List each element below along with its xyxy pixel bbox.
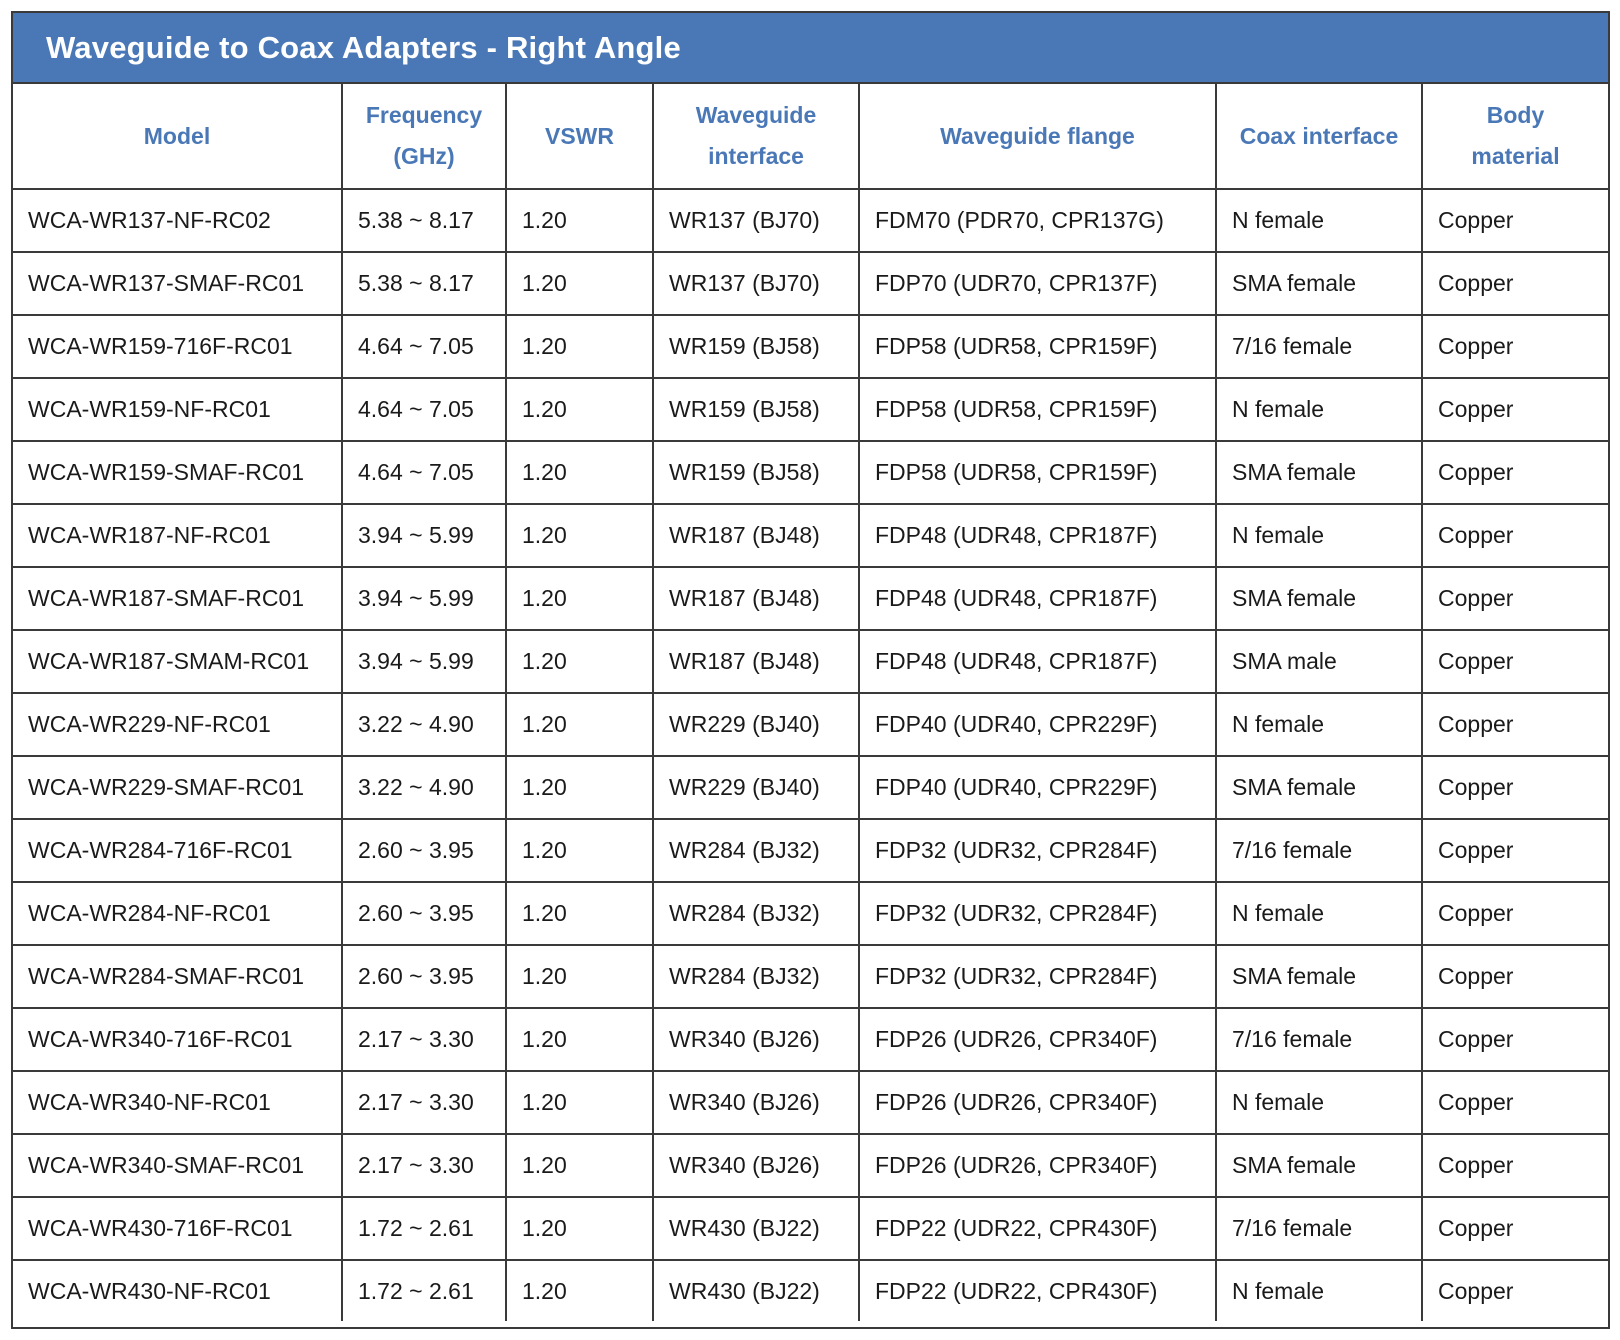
cell-frequency: 2.60 ~ 3.95	[342, 819, 506, 882]
cell-frequency: 2.17 ~ 3.30	[342, 1134, 506, 1197]
cell-waveguide-interface: WR430 (BJ22)	[653, 1260, 859, 1321]
cell-vswr: 1.20	[506, 315, 653, 378]
cell-waveguide-interface: WR187 (BJ48)	[653, 504, 859, 567]
column-header-frequency	[342, 84, 506, 189]
cell-waveguide-flange: FDP40 (UDR40, CPR229F)	[859, 693, 1216, 756]
cell-body-material: Copper	[1422, 504, 1608, 567]
table-row	[13, 1134, 1608, 1197]
cell-coax-interface: SMA female	[1216, 1134, 1422, 1197]
cell-frequency: 2.60 ~ 3.95	[342, 945, 506, 1008]
table-row	[13, 252, 1608, 315]
cell-vswr: 1.20	[506, 1197, 653, 1260]
cell-waveguide-flange: FDP58 (UDR58, CPR159F)	[859, 315, 1216, 378]
cell-frequency: 2.17 ~ 3.30	[342, 1008, 506, 1071]
cell-waveguide-flange: FDP32 (UDR32, CPR284F)	[859, 882, 1216, 945]
cell-coax-interface: SMA female	[1216, 441, 1422, 504]
cell-body-material: Copper	[1422, 945, 1608, 1008]
cell-vswr: 1.20	[506, 945, 653, 1008]
cell-model: WCA-WR137-NF-RC02	[13, 189, 342, 252]
cell-body-material: Copper	[1422, 378, 1608, 441]
cell-waveguide-interface: WR284 (BJ32)	[653, 882, 859, 945]
spec-table	[13, 84, 1608, 1321]
cell-waveguide-flange: FDP70 (UDR70, CPR137F)	[859, 252, 1216, 315]
table-row	[13, 441, 1608, 504]
cell-waveguide-interface: WR159 (BJ58)	[653, 315, 859, 378]
cell-waveguide-interface: WR137 (BJ70)	[653, 252, 859, 315]
column-header-coax-interface	[1216, 84, 1422, 189]
cell-waveguide-flange: FDP26 (UDR26, CPR340F)	[859, 1008, 1216, 1071]
cell-coax-interface: 7/16 female	[1216, 315, 1422, 378]
table-row	[13, 693, 1608, 756]
column-header-line: Body	[1486, 102, 1545, 128]
cell-vswr: 1.20	[506, 567, 653, 630]
cell-vswr: 1.20	[506, 756, 653, 819]
cell-waveguide-flange: FDP48 (UDR48, CPR187F)	[859, 567, 1216, 630]
table-row	[13, 819, 1608, 882]
column-header-waveguide-interface	[653, 84, 859, 189]
cell-vswr: 1.20	[506, 441, 653, 504]
cell-waveguide-interface: WR159 (BJ58)	[653, 441, 859, 504]
cell-model: WCA-WR284-NF-RC01	[13, 882, 342, 945]
cell-body-material: Copper	[1422, 189, 1608, 252]
cell-waveguide-interface: WR229 (BJ40)	[653, 756, 859, 819]
cell-vswr: 1.20	[506, 1071, 653, 1134]
cell-waveguide-interface: WR137 (BJ70)	[653, 189, 859, 252]
cell-coax-interface: 7/16 female	[1216, 1008, 1422, 1071]
cell-body-material: Copper	[1422, 1197, 1608, 1260]
cell-body-material: Copper	[1422, 819, 1608, 882]
spec-table-frame	[11, 11, 1610, 1329]
cell-vswr: 1.20	[506, 1008, 653, 1071]
table-row	[13, 315, 1608, 378]
cell-vswr: 1.20	[506, 504, 653, 567]
table-title: Waveguide to Coax Adapters - Right Angle	[46, 29, 681, 65]
cell-model: WCA-WR430-716F-RC01	[13, 1197, 342, 1260]
cell-waveguide-flange: FDP26 (UDR26, CPR340F)	[859, 1134, 1216, 1197]
cell-frequency: 3.22 ~ 4.90	[342, 693, 506, 756]
cell-coax-interface: N female	[1216, 882, 1422, 945]
cell-frequency: 4.64 ~ 7.05	[342, 315, 506, 378]
column-header-line: interface	[708, 143, 804, 169]
table-title-bar	[13, 13, 1608, 84]
cell-coax-interface: SMA female	[1216, 567, 1422, 630]
cell-coax-interface: 7/16 female	[1216, 819, 1422, 882]
cell-coax-interface: SMA male	[1216, 630, 1422, 693]
cell-waveguide-flange: FDP22 (UDR22, CPR430F)	[859, 1197, 1216, 1260]
cell-body-material: Copper	[1422, 1071, 1608, 1134]
cell-body-material: Copper	[1422, 693, 1608, 756]
column-header-line: material	[1471, 143, 1560, 169]
cell-body-material: Copper	[1422, 315, 1608, 378]
cell-waveguide-interface: WR187 (BJ48)	[653, 630, 859, 693]
cell-coax-interface: SMA female	[1216, 945, 1422, 1008]
cell-model: WCA-WR340-716F-RC01	[13, 1008, 342, 1071]
cell-waveguide-flange: FDM70 (PDR70, CPR137G)	[859, 189, 1216, 252]
cell-body-material: Copper	[1422, 567, 1608, 630]
cell-body-material: Copper	[1422, 756, 1608, 819]
cell-vswr: 1.20	[506, 1134, 653, 1197]
cell-model: WCA-WR284-SMAF-RC01	[13, 945, 342, 1008]
column-header-line: Waveguide flange	[940, 122, 1135, 149]
cell-waveguide-interface: WR340 (BJ26)	[653, 1008, 859, 1071]
table-row	[13, 378, 1608, 441]
cell-frequency: 3.94 ~ 5.99	[342, 630, 506, 693]
cell-model: WCA-WR187-SMAM-RC01	[13, 630, 342, 693]
cell-waveguide-flange: FDP32 (UDR32, CPR284F)	[859, 819, 1216, 882]
cell-model: WCA-WR187-NF-RC01	[13, 504, 342, 567]
cell-model: WCA-WR187-SMAF-RC01	[13, 567, 342, 630]
cell-vswr: 1.20	[506, 1260, 653, 1321]
cell-waveguide-interface: WR340 (BJ26)	[653, 1134, 859, 1197]
cell-waveguide-flange: FDP48 (UDR48, CPR187F)	[859, 504, 1216, 567]
cell-vswr: 1.20	[506, 882, 653, 945]
cell-frequency: 2.60 ~ 3.95	[342, 882, 506, 945]
table-row	[13, 756, 1608, 819]
cell-waveguide-interface: WR340 (BJ26)	[653, 1071, 859, 1134]
table-row	[13, 1197, 1608, 1260]
header-row	[13, 84, 1608, 189]
cell-body-material: Copper	[1422, 630, 1608, 693]
cell-body-material: Copper	[1422, 441, 1608, 504]
cell-model: WCA-WR137-SMAF-RC01	[13, 252, 342, 315]
cell-frequency: 1.72 ~ 2.61	[342, 1197, 506, 1260]
cell-waveguide-interface: WR284 (BJ32)	[653, 819, 859, 882]
cell-coax-interface: N female	[1216, 693, 1422, 756]
column-header-line: (GHz)	[393, 143, 455, 169]
cell-vswr: 1.20	[506, 693, 653, 756]
column-header-waveguide-flange	[859, 84, 1216, 189]
cell-frequency: 4.64 ~ 7.05	[342, 441, 506, 504]
cell-coax-interface: 7/16 female	[1216, 1197, 1422, 1260]
cell-model: WCA-WR229-NF-RC01	[13, 693, 342, 756]
cell-coax-interface: N female	[1216, 378, 1422, 441]
table-row	[13, 567, 1608, 630]
cell-waveguide-flange: FDP58 (UDR58, CPR159F)	[859, 441, 1216, 504]
cell-waveguide-interface: WR284 (BJ32)	[653, 945, 859, 1008]
cell-model: WCA-WR229-SMAF-RC01	[13, 756, 342, 819]
table-row	[13, 1008, 1608, 1071]
cell-body-material: Copper	[1422, 882, 1608, 945]
cell-waveguide-flange: FDP22 (UDR22, CPR430F)	[859, 1260, 1216, 1321]
cell-model: WCA-WR340-SMAF-RC01	[13, 1134, 342, 1197]
column-header-line: Frequency	[365, 102, 483, 128]
cell-frequency: 3.22 ~ 4.90	[342, 756, 506, 819]
cell-waveguide-flange: FDP32 (UDR32, CPR284F)	[859, 945, 1216, 1008]
column-header-line: VSWR	[545, 122, 614, 149]
cell-frequency: 5.38 ~ 8.17	[342, 189, 506, 252]
column-header-body-material	[1422, 84, 1608, 189]
column-header-model	[13, 84, 342, 189]
table-row	[13, 630, 1608, 693]
cell-waveguide-interface: WR187 (BJ48)	[653, 567, 859, 630]
column-header-line: Model	[143, 122, 211, 149]
column-header-vswr	[506, 84, 653, 189]
cell-model: WCA-WR430-NF-RC01	[13, 1260, 342, 1321]
cell-waveguide-flange: FDP48 (UDR48, CPR187F)	[859, 630, 1216, 693]
cell-waveguide-interface: WR229 (BJ40)	[653, 693, 859, 756]
cell-model: WCA-WR159-716F-RC01	[13, 315, 342, 378]
cell-vswr: 1.20	[506, 252, 653, 315]
cell-body-material: Copper	[1422, 1134, 1608, 1197]
cell-frequency: 1.72 ~ 2.61	[342, 1260, 506, 1321]
cell-coax-interface: N female	[1216, 1071, 1422, 1134]
cell-model: WCA-WR340-NF-RC01	[13, 1071, 342, 1134]
table-row	[13, 1260, 1608, 1321]
table-row	[13, 1071, 1608, 1134]
cell-coax-interface: N female	[1216, 189, 1422, 252]
cell-body-material: Copper	[1422, 1008, 1608, 1071]
cell-vswr: 1.20	[506, 378, 653, 441]
cell-vswr: 1.20	[506, 189, 653, 252]
cell-frequency: 4.64 ~ 7.05	[342, 378, 506, 441]
cell-frequency: 5.38 ~ 8.17	[342, 252, 506, 315]
table-row	[13, 945, 1608, 1008]
table-body	[13, 189, 1608, 1321]
cell-waveguide-flange: FDP58 (UDR58, CPR159F)	[859, 378, 1216, 441]
cell-waveguide-flange: FDP26 (UDR26, CPR340F)	[859, 1071, 1216, 1134]
cell-waveguide-interface: WR430 (BJ22)	[653, 1197, 859, 1260]
cell-waveguide-flange: FDP40 (UDR40, CPR229F)	[859, 756, 1216, 819]
cell-coax-interface: N female	[1216, 1260, 1422, 1321]
table-row	[13, 882, 1608, 945]
cell-vswr: 1.20	[506, 819, 653, 882]
cell-model: WCA-WR159-SMAF-RC01	[13, 441, 342, 504]
table-row	[13, 189, 1608, 252]
cell-frequency: 3.94 ~ 5.99	[342, 567, 506, 630]
cell-body-material: Copper	[1422, 252, 1608, 315]
cell-frequency: 2.17 ~ 3.30	[342, 1071, 506, 1134]
cell-frequency: 3.94 ~ 5.99	[342, 504, 506, 567]
column-header-line: Waveguide	[695, 102, 817, 128]
table-row	[13, 504, 1608, 567]
column-header-line: Coax interface	[1239, 122, 1399, 149]
cell-vswr: 1.20	[506, 630, 653, 693]
cell-model: WCA-WR159-NF-RC01	[13, 378, 342, 441]
cell-coax-interface: SMA female	[1216, 756, 1422, 819]
cell-coax-interface: SMA female	[1216, 252, 1422, 315]
cell-waveguide-interface: WR159 (BJ58)	[653, 378, 859, 441]
cell-coax-interface: N female	[1216, 504, 1422, 567]
cell-body-material: Copper	[1422, 1260, 1608, 1321]
cell-model: WCA-WR284-716F-RC01	[13, 819, 342, 882]
